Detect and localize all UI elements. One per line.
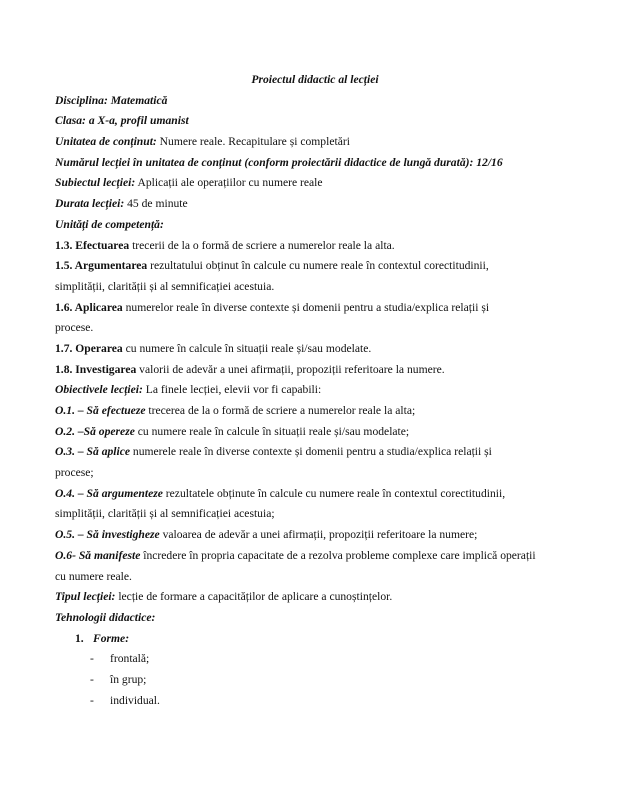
obiectiv-code: O.2. –Să opereze — [55, 424, 135, 438]
disciplina-line: Disciplina: Matematică — [55, 93, 168, 107]
clasa-line: Clasa: a X-a, profil umanist — [55, 114, 189, 128]
unitatea-label: Unitatea de conținut: — [55, 135, 157, 149]
durata-value: 45 de minute — [124, 197, 188, 211]
obiectiv-item — [55, 484, 575, 505]
competenta-text-continued: procese. — [55, 321, 94, 335]
competenta-text: rezultatului obținut în calcule cu numere reale în contextul corectitudinii, — [147, 259, 489, 273]
forme-list-item — [55, 691, 575, 712]
competenta-item — [55, 339, 575, 360]
durata-line — [55, 194, 575, 215]
tehnologii-heading: Tehnologii didactice: — [55, 610, 156, 624]
obiectiv-text-continued: cu numere reale. — [55, 569, 132, 583]
obiective-label: Obiectivele lecției: — [55, 383, 143, 397]
obiectiv-text-continued: simplității, clarității și al semnificației acestuia; — [55, 507, 275, 521]
forme-item-text: individual. — [110, 693, 160, 707]
forme-label: Forme: — [93, 631, 130, 645]
unitatea-value: Numere reale. Recapitulare și completări — [156, 135, 350, 149]
obiectiv-code: O.6- Să manifeste — [55, 548, 141, 562]
dash-bullet: - — [90, 672, 94, 686]
competenta-text: numerelor reale în diverse contexte și domenii pentru a studia/explica relații și — [122, 300, 490, 314]
obiectiv-item — [55, 442, 575, 463]
forme-item-text: în grup; — [110, 672, 147, 686]
competenta-code: 1.3. Efectuarea — [55, 238, 130, 252]
forme-heading — [55, 629, 575, 650]
obiectiv-text: cu numere reale în calcule în situații reale și/sau modelate; — [134, 424, 410, 438]
competenta-text-continued: simplității, clarității și al semnificației acestuia. — [55, 279, 275, 293]
obiectiv-text: valoarea de adevăr a unei afirmații, propoziții referitoare la numere; — [159, 528, 478, 542]
obiectiv-text-continued: procese; — [55, 466, 94, 480]
obiectiv-item — [55, 401, 575, 422]
forme-item-text: frontală; — [110, 652, 150, 666]
obiective-value: La finele lecției, elevii vor fi capabili: — [142, 383, 322, 397]
competenta-item — [55, 298, 575, 319]
competenta-item — [55, 360, 575, 381]
document-page — [55, 70, 575, 711]
obiectiv-code: O.4. – Să argumenteze — [55, 486, 163, 500]
subiectul-value: Aplicații ale operațiilor cu numere reale — [135, 176, 323, 190]
competenta-text: trecerii de la o formă de scriere a numerelor reale la alta. — [129, 238, 395, 252]
obiectiv-code: O.1. – Să efectueze — [55, 404, 146, 417]
tipul-label: Tipul lecției: — [55, 590, 116, 604]
obiectiv-text: încredere în propria capacitate de a rezolva probleme complexe care implică operații — [140, 548, 536, 562]
competenta-code: 1.6. Aplicarea — [55, 300, 123, 314]
unitati-heading: Unități de competență: — [55, 217, 164, 231]
forme-number: 1. — [75, 631, 84, 645]
dash-bullet: - — [90, 693, 94, 707]
obiectiv-code: O.3. – Să aplice — [55, 445, 131, 459]
competenta-code: 1.5. Argumentarea — [55, 259, 148, 273]
competenta-item — [55, 236, 575, 257]
obiectiv-item — [55, 546, 575, 567]
forme-list-item — [55, 670, 575, 691]
unitatea-line — [55, 132, 575, 153]
numarul-line: Numărul lecției în unitatea de conținut (conform proiectării didactice de lungă durată): 12/16 — [55, 155, 503, 169]
forme-list-item — [55, 649, 575, 670]
tipul-value: lecție de formare a capacităților de aplicare a cunoștințelor. — [115, 590, 393, 604]
tipul-line — [55, 587, 575, 608]
obiectiv-item — [55, 422, 575, 443]
subiectul-label: Subiectul lecției: — [55, 176, 136, 190]
competenta-text: valorii de adevăr a unei afirmații, propoziții referitoare la numere. — [136, 362, 445, 376]
obiectiv-text: trecerea de la o formă de scriere a numerelor reale la alta; — [145, 404, 416, 417]
competenta-item — [55, 256, 575, 277]
obiectiv-text: numerele reale în diverse contexte și domenii pentru a studia/explica relații și — [130, 445, 492, 459]
obiectiv-item — [55, 525, 575, 546]
competenta-text: cu numere în calcule în situații reale și/sau modelate. — [122, 341, 372, 355]
obiective-line — [55, 380, 575, 401]
obiectiv-code: O.5. – Să investigheze — [55, 528, 160, 542]
dash-bullet: - — [90, 652, 94, 666]
subiectul-line — [55, 173, 575, 194]
competenta-code: 1.7. Operarea — [55, 341, 123, 355]
competenta-code: 1.8. Investigarea — [55, 362, 137, 376]
obiectiv-text: rezultatele obținute în calcule cu numere reale în contextul corectitudinii, — [162, 486, 506, 500]
durata-label: Durata lecției: — [55, 197, 125, 211]
document-title: Proiectul didactic al lecției — [251, 73, 379, 86]
